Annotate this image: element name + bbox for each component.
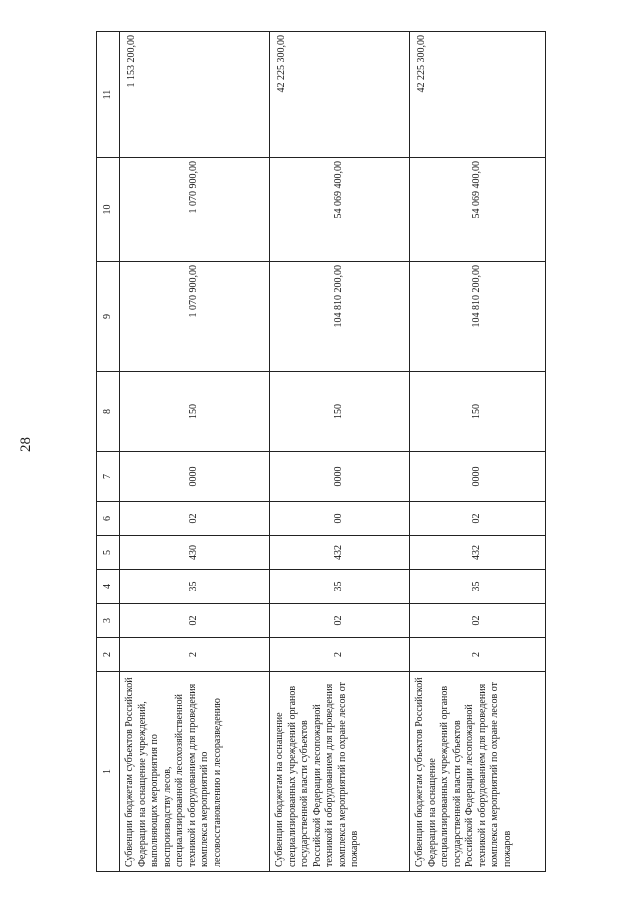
table-row [120, 32, 270, 872]
cell: 02 [120, 604, 270, 638]
cell: 02 [410, 604, 546, 638]
row-description: Субвенции бюджетам на оснащение специализированных учреждений органов государственной власти субъектов Российской Федерации лесопожарной техникой и оборудованием для проведения комплекса мероприятий по охране лесов от пожаров [270, 672, 410, 872]
cell: 02 [120, 502, 270, 536]
cell: 02 [410, 502, 546, 536]
cell: 02 [270, 604, 410, 638]
col-header-3: 3 [97, 604, 120, 638]
amount-cell: 104 810 200,00 [410, 262, 546, 372]
cell: 0000 [120, 452, 270, 502]
col-header-7: 7 [97, 452, 120, 502]
col-header-9: 9 [97, 262, 120, 372]
table-row [410, 32, 546, 872]
col-header-1: 1 [97, 672, 120, 872]
cell: 2 [270, 638, 410, 672]
col-header-6: 6 [97, 502, 120, 536]
amount-cell: 42 225 300,00 [270, 32, 410, 158]
amount-cell: 1 070 900,00 [120, 262, 270, 372]
cell: 35 [270, 570, 410, 604]
cell: 150 [410, 372, 546, 452]
amount-cell: 54 069 400,00 [410, 158, 546, 262]
col-header-11: 11 [97, 32, 120, 158]
cell: 0000 [410, 452, 546, 502]
col-header-10: 10 [97, 158, 120, 262]
col-header-2: 2 [97, 638, 120, 672]
cell: 2 [120, 638, 270, 672]
budget-table-rotated [96, 32, 540, 872]
cell: 432 [270, 536, 410, 570]
col-header-4: 4 [97, 570, 120, 604]
cell: 432 [410, 536, 546, 570]
col-header-5: 5 [97, 536, 120, 570]
amount-cell: 1 070 900,00 [120, 158, 270, 262]
cell: 35 [120, 570, 270, 604]
header-row [97, 32, 120, 872]
amount-cell: 104 810 200,00 [270, 262, 410, 372]
row-description: Субвенции бюджетам субъектов Российской Федерации на оснащение учреждений, выполняющих мероприятия по воспроизводству лесов, специализированной лесохозяйственной техникой и оборудованием для проведения комплекса мероприятий по лесовосстановлению и лесоразведению [120, 672, 270, 872]
cell: 35 [410, 570, 546, 604]
cell: 150 [120, 372, 270, 452]
cell: 00 [270, 502, 410, 536]
table-row [270, 32, 410, 872]
amount-cell: 42 225 300,00 [410, 32, 546, 158]
amount-cell: 1 153 200,00 [120, 32, 270, 158]
cell: 0000 [270, 452, 410, 502]
page-number: 28 [18, 437, 34, 452]
budget-table [96, 31, 546, 872]
amount-cell: 54 069 400,00 [270, 158, 410, 262]
row-description: Субвенции бюджетам субъектов Российской Федерации на оснащение специализированных учреждений органов государственной власти субъектов Российской Федерации лесопожарной техникой и оборудованием для проведения комплекса мероприятий по охране лесов от пожаров [410, 672, 546, 872]
cell: 2 [410, 638, 546, 672]
cell: 150 [270, 372, 410, 452]
cell: 430 [120, 536, 270, 570]
col-header-8: 8 [97, 372, 120, 452]
